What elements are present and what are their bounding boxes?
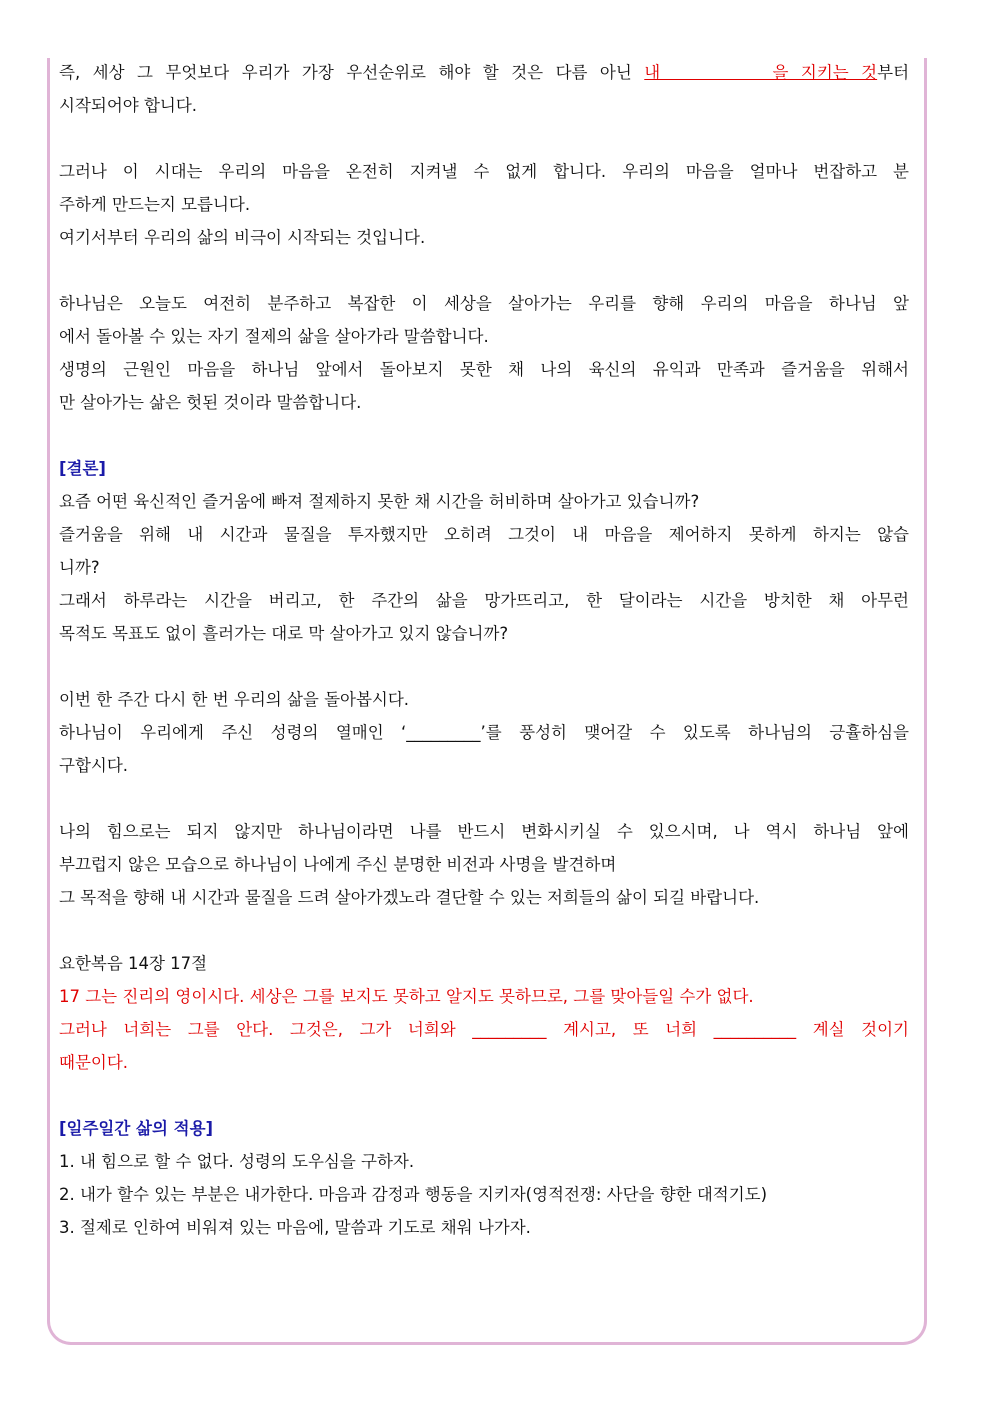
paragraph-line: 하나님이 우리에게 주신 성령의 열매인 ‘_________’를 풍성히 맺어갈 수 있도록 하나님의 긍휼하심을	[59, 723, 909, 742]
paragraph-line: 니까?	[59, 558, 100, 577]
scripture-line: 17 그는 진리의 영이시다. 세상은 그를 보지도 못하고 알지도 못하므로, 그를 맞아들일 수가 없다.	[59, 987, 754, 1006]
scripture-reference: 요한복음 14장 17절	[59, 954, 208, 973]
paragraph-line: 시작되어야 합니다.	[59, 96, 198, 115]
paragraph-line: 즐거움을 위해 내 시간과 물질을 투자했지만 오히려 그것이 내 마음을 제어하지 못하게 하지는 않습	[59, 525, 909, 544]
text-segment: 즉, 세상 그 무엇보다 우리가 가장 우선순위로 해야 할 것은 다름 아닌	[59, 63, 645, 82]
paragraph-line: 만 살아가는 삶은 헛된 것이라 말씀합니다.	[59, 393, 362, 412]
paragraph-line: 목적도 목표도 없이 흘러가는 대로 막 살아가고 있지 않습니까?	[59, 624, 509, 643]
paragraph-line: 주하게 만드는지 모릅니다.	[59, 195, 251, 214]
paragraph-line: 생명의 근원인 마음을 하나님 앞에서 돌아보지 못한 채 나의 육신의 유익과 만족과 즐거움을 위해서	[59, 360, 909, 379]
paragraph-line: 여기서부터 우리의 삶의 비극이 시작되는 것입니다.	[59, 228, 426, 247]
paragraph-line: 그 목적을 향해 내 시간과 물질을 드려 살아가겠노라 결단할 수 있는 저희들의 삶이 되길 바랍니다.	[59, 888, 760, 907]
application-item: 2. 내가 할수 있는 부분은 내가한다. 마음과 감정과 행동을 지키자(영적전쟁: 사단을 향한 대적기도)	[59, 1185, 768, 1204]
paragraph-line: 나의 힘으로는 되지 않지만 하나님이라면 나를 반드시 변화시키실 수 있으시며, 나 역시 하나님 앞에	[59, 822, 909, 841]
paragraph-line: 그래서 하루라는 시간을 버리고, 한 주간의 삶을 망가뜨리고, 한 달이라는 시간을 방치한 채 아무런	[59, 591, 909, 610]
paragraph-line: 부끄럽지 않은 모습으로 하나님이 나에게 주신 분명한 비전과 사명을 발견하며	[59, 855, 617, 874]
paragraph-line: 그러나 이 시대는 우리의 마음을 온전히 지켜낼 수 없게 합니다. 우리의 마음을 얼마나 번잡하고 분	[59, 162, 909, 181]
highlight-blank-text: 내 을 지키는 것	[644, 63, 878, 82]
application-item: 1. 내 힘으로 할 수 없다. 성령의 도우심을 구하자.	[59, 1152, 415, 1171]
paragraph-line: 하나님은 오늘도 여전히 분주하고 복잡한 이 세상을 살아가는 우리를 향해 우리의 마음을 하나님 앞	[59, 294, 909, 313]
application-heading: [일주일간 삶의 적용]	[59, 1119, 214, 1138]
text-segment: 부터	[877, 63, 909, 82]
conclusion-heading: [결론]	[59, 459, 106, 478]
paragraph-line: 요즘 어떤 육신적인 즐거움에 빠져 절제하지 못한 채 시간을 허비하며 살아가고 있습니까?	[59, 492, 700, 511]
paragraph-line: 구합시다.	[59, 756, 129, 775]
application-item: 3. 절제로 인하여 비워져 있는 마음에, 말씀과 기도로 채워 나가자.	[59, 1218, 531, 1237]
paragraph-line: 에서 돌아볼 수 있는 자기 절제의 삶을 살아가라 말씀합니다.	[59, 327, 489, 346]
paragraph-line: 이번 한 주간 다시 한 번 우리의 삶을 돌아봅시다.	[59, 690, 410, 709]
paragraph-line	[59, 56, 909, 89]
scripture-line: 그러나 너희는 그를 안다. 그것은, 그가 너희와 _________ 계시고, 또 너희 __________ 계실 것이기	[59, 1020, 909, 1039]
scripture-line: 때문이다.	[59, 1053, 129, 1072]
document-body	[59, 56, 909, 1244]
